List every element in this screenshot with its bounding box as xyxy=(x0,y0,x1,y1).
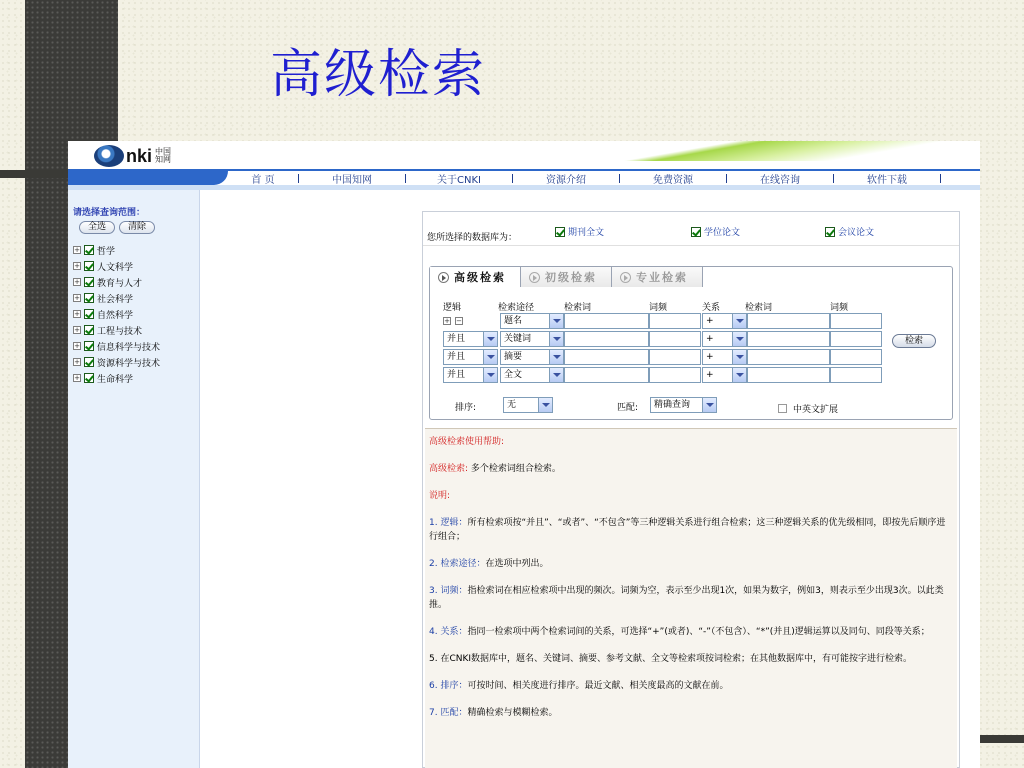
help-item xyxy=(429,625,953,639)
chevron-down-icon[interactable] xyxy=(702,398,716,412)
checkbox[interactable] xyxy=(84,293,94,303)
relation-select[interactable] xyxy=(702,331,747,347)
help-item-label: 7. 匹配： xyxy=(429,708,468,718)
database-label: 您所选择的数据库为： xyxy=(427,233,518,243)
expand-icon[interactable]: + xyxy=(74,374,80,382)
logic-select[interactable] xyxy=(443,331,498,347)
play-icon xyxy=(438,272,449,283)
expand-icon[interactable]: + xyxy=(74,262,80,270)
tab-basic-search[interactable] xyxy=(521,267,612,287)
category-label: 人文科学 xyxy=(97,262,134,273)
keyword-input[interactable] xyxy=(564,349,649,365)
help-item-text: 指检索词在相应检索项中出现的频次。词频为空，表示至少出现1次，如果为数字，例如3，则表示至少出现3次。以此类推。 xyxy=(429,586,944,610)
help-item-label: 3. 词频： xyxy=(429,586,468,596)
help-item-text: 指同一检索项中两个检索词间的关系，可选择“+”(或者)、“-”（不包含）、“*”(并且)逻辑运算以及同句、同段等关系； xyxy=(467,627,930,637)
help-intro-label: 高级检索: xyxy=(429,464,469,474)
help-item-label: 2. 检索途径： xyxy=(429,559,486,569)
keyword-input[interactable] xyxy=(564,331,649,347)
freq-input-2[interactable] xyxy=(830,367,882,383)
nav-resources[interactable]: 资源介绍 xyxy=(546,174,586,186)
row-toggle xyxy=(443,317,466,325)
expand-icon[interactable]: + xyxy=(74,326,80,334)
logic-select[interactable] xyxy=(443,367,498,383)
checkbox[interactable] xyxy=(84,373,94,383)
chevron-down-icon[interactable] xyxy=(732,368,746,382)
sort-value: 无 xyxy=(507,400,517,410)
tab-advanced-search[interactable] xyxy=(430,267,521,287)
play-icon xyxy=(529,272,540,283)
expand-option[interactable] xyxy=(778,402,838,415)
expand-icon[interactable]: + xyxy=(74,246,80,254)
help-item-text: 可按时间、相关度进行排序。最近文献、相关度最高的文献在前。 xyxy=(467,681,729,691)
category-item[interactable] xyxy=(73,290,199,306)
help-item-text: 所有检索项按“并且”、“或者”、“不包含”等三种逻辑关系进行组合检索；这三种逻辑关系的优先级相同，即按先后顺序进行组合； xyxy=(429,518,946,542)
help-item-label: 4. 关系： xyxy=(429,627,468,637)
keyword-input[interactable] xyxy=(564,313,649,329)
expand-icon[interactable]: + xyxy=(74,278,80,286)
relation-select[interactable] xyxy=(702,313,747,329)
cnki-screenshot xyxy=(68,141,980,768)
checkbox[interactable] xyxy=(84,309,94,319)
db-option-label: 学位论文 xyxy=(704,228,741,238)
chevron-down-icon[interactable] xyxy=(549,332,563,346)
logic-select[interactable] xyxy=(443,349,498,365)
chevron-down-icon[interactable] xyxy=(483,332,497,346)
help-item xyxy=(429,706,953,720)
help-item-text: 5. 在CNKI数据库中，题名、关键词、摘要、参考文献、全文等检索项按词检索；在其他数据库中，有可能按字进行检索。 xyxy=(429,654,913,664)
match-select[interactable] xyxy=(650,397,717,413)
db-option-label: 会议论文 xyxy=(838,228,875,238)
path-select[interactable] xyxy=(500,331,564,347)
path-select[interactable] xyxy=(500,313,564,329)
help-intro-text: 多个检索词组合检索。 xyxy=(470,464,561,474)
path-value: 关键词 xyxy=(504,334,532,344)
expand-icon[interactable]: + xyxy=(74,342,80,350)
header-path: 检索途径 xyxy=(498,303,535,313)
checkbox[interactable] xyxy=(84,277,94,287)
path-value: 题名 xyxy=(504,316,523,326)
freq-input-2[interactable] xyxy=(830,331,882,347)
category-item[interactable] xyxy=(73,242,199,258)
logic-value: 并且 xyxy=(447,352,466,362)
help-item xyxy=(429,516,953,544)
top-navigation xyxy=(68,169,980,185)
nav-about[interactable]: 关于CNKI xyxy=(437,174,481,186)
path-select[interactable] xyxy=(500,349,564,365)
relation-value: + xyxy=(706,370,714,380)
checkbox[interactable] xyxy=(691,227,701,237)
chevron-down-icon[interactable] xyxy=(549,368,563,382)
keyword-input[interactable] xyxy=(564,367,649,383)
help-item-label: 1. 逻辑： xyxy=(429,518,468,528)
expand-icon[interactable]: + xyxy=(74,358,80,366)
keyword-input-2[interactable] xyxy=(747,367,830,383)
expand-icon[interactable]: + xyxy=(74,294,80,302)
help-item xyxy=(429,679,953,693)
path-value: 全文 xyxy=(504,370,523,380)
keyword-input-2[interactable] xyxy=(747,331,830,347)
search-button[interactable]: 检索 xyxy=(892,334,936,348)
freq-input[interactable] xyxy=(649,313,701,329)
header-freq: 词频 xyxy=(649,303,668,313)
checkbox[interactable] xyxy=(555,227,565,237)
freq-input[interactable] xyxy=(649,367,701,383)
category-list xyxy=(73,242,199,386)
category-label: 资源科学与技术 xyxy=(97,358,161,369)
relation-value: + xyxy=(706,352,714,362)
nav-free-resources[interactable]: 免费资源 xyxy=(653,174,693,186)
chevron-down-icon[interactable] xyxy=(538,398,552,412)
checkbox[interactable] xyxy=(84,325,94,335)
slide-title: 高级检索 xyxy=(270,45,487,105)
header-strip xyxy=(68,185,980,190)
help-title: 高级检索使用帮助: xyxy=(429,437,505,447)
nav-separator xyxy=(940,174,941,183)
chevron-down-icon[interactable] xyxy=(549,350,563,364)
category-label: 生命科学 xyxy=(97,374,134,385)
expand-icon[interactable]: + xyxy=(74,310,80,318)
freq-input-2[interactable] xyxy=(830,313,882,329)
chevron-down-icon[interactable] xyxy=(483,368,497,382)
help-item xyxy=(429,584,953,612)
nav-cnki-china[interactable]: 中国知网 xyxy=(332,174,372,186)
nav-online-consult[interactable]: 在线咨询 xyxy=(760,174,800,186)
category-item[interactable] xyxy=(73,258,199,274)
database-selection xyxy=(423,212,959,246)
db-option-conference[interactable] xyxy=(825,225,874,238)
chevron-down-icon[interactable] xyxy=(549,314,563,328)
scope-title: 请选择查询范围： xyxy=(73,208,146,218)
logic-value: 并且 xyxy=(447,334,466,344)
chevron-down-icon[interactable] xyxy=(483,350,497,364)
decorative-stripe-right xyxy=(980,735,1024,743)
help-notes-label: 说明: xyxy=(429,491,451,501)
checkbox[interactable] xyxy=(84,245,94,255)
add-row-icon[interactable]: + xyxy=(444,317,450,325)
logic-value: 并且 xyxy=(447,370,466,380)
category-item[interactable] xyxy=(73,306,199,322)
category-label: 教育与人才 xyxy=(97,278,143,289)
select-all-button[interactable]: 全选 xyxy=(79,221,115,234)
db-option-thesis[interactable] xyxy=(691,225,740,238)
match-value: 精确查询 xyxy=(654,400,691,410)
help-item-label: 6. 排序： xyxy=(429,681,468,691)
search-form-box xyxy=(429,266,953,420)
category-item[interactable] xyxy=(73,370,199,386)
chevron-down-icon[interactable] xyxy=(732,350,746,364)
decorative-stripe-left xyxy=(0,170,70,178)
help-item xyxy=(429,557,953,571)
tab-label: 高级检索 xyxy=(454,271,506,284)
help-item-text: 精确检索与模糊检索。 xyxy=(467,708,558,718)
tab-professional-search[interactable] xyxy=(612,267,703,287)
clear-button[interactable]: 清除 xyxy=(119,221,155,234)
checkbox[interactable] xyxy=(84,341,94,351)
relation-select[interactable] xyxy=(702,349,747,365)
freq-input[interactable] xyxy=(649,331,701,347)
header-freq-2: 词频 xyxy=(830,303,849,313)
checkbox[interactable] xyxy=(778,404,787,413)
expand-label: 中英文扩展 xyxy=(793,405,839,415)
category-label: 自然科学 xyxy=(97,310,134,321)
scope-sidebar xyxy=(68,190,200,768)
checkbox[interactable] xyxy=(84,357,94,367)
sort-label: 排序: xyxy=(455,403,477,413)
logo-text: nki xyxy=(126,145,153,166)
db-option-journal[interactable] xyxy=(555,225,604,238)
help-panel xyxy=(425,428,957,768)
sort-select[interactable] xyxy=(503,397,553,413)
cnki-logo[interactable] xyxy=(94,145,175,167)
tab-label: 初级检索 xyxy=(545,271,597,284)
header-logic: 逻辑 xyxy=(443,303,462,313)
category-label: 哲学 xyxy=(97,246,116,257)
category-label: 信息科学与技术 xyxy=(97,342,161,353)
cnki-globe-icon xyxy=(94,145,124,167)
help-item xyxy=(429,652,953,666)
match-label: 匹配: xyxy=(617,403,639,413)
relation-select[interactable] xyxy=(702,367,747,383)
nav-home[interactable]: 首 页 xyxy=(251,174,275,186)
header-relation: 关系 xyxy=(702,303,721,313)
category-item[interactable] xyxy=(73,274,199,290)
nav-blue-tab xyxy=(68,171,228,185)
category-item[interactable] xyxy=(73,354,199,370)
nav-software-download[interactable]: 软件下载 xyxy=(867,174,907,186)
help-item-text: 在选项中列出。 xyxy=(485,559,549,569)
play-icon xyxy=(620,272,631,283)
category-item[interactable] xyxy=(73,322,199,338)
category-label: 工程与技术 xyxy=(97,326,143,337)
search-tabs xyxy=(430,267,703,287)
category-label: 社会科学 xyxy=(97,294,134,305)
relation-value: + xyxy=(706,316,714,326)
remove-row-icon[interactable]: − xyxy=(456,317,462,325)
category-item[interactable] xyxy=(73,338,199,354)
chevron-down-icon[interactable] xyxy=(732,332,746,346)
tab-label: 专业检索 xyxy=(636,271,688,284)
freq-input[interactable] xyxy=(649,349,701,365)
chevron-down-icon[interactable] xyxy=(732,314,746,328)
db-option-label: 期刊全文 xyxy=(568,228,605,238)
path-value: 摘要 xyxy=(504,352,523,362)
logo-subtext: 中国知网 xyxy=(155,147,172,164)
keyword-input-2[interactable] xyxy=(747,313,830,329)
checkbox[interactable] xyxy=(825,227,835,237)
header-word: 检索词 xyxy=(564,303,592,313)
path-select[interactable] xyxy=(500,367,564,383)
relation-value: + xyxy=(706,334,714,344)
keyword-input-2[interactable] xyxy=(747,349,830,365)
checkbox[interactable] xyxy=(84,261,94,271)
freq-input-2[interactable] xyxy=(830,349,882,365)
help-intro xyxy=(429,462,953,476)
search-main-panel xyxy=(422,211,960,768)
header-logo-area xyxy=(68,141,980,169)
header-word-2: 检索词 xyxy=(745,303,773,313)
header-swoosh xyxy=(498,141,980,161)
